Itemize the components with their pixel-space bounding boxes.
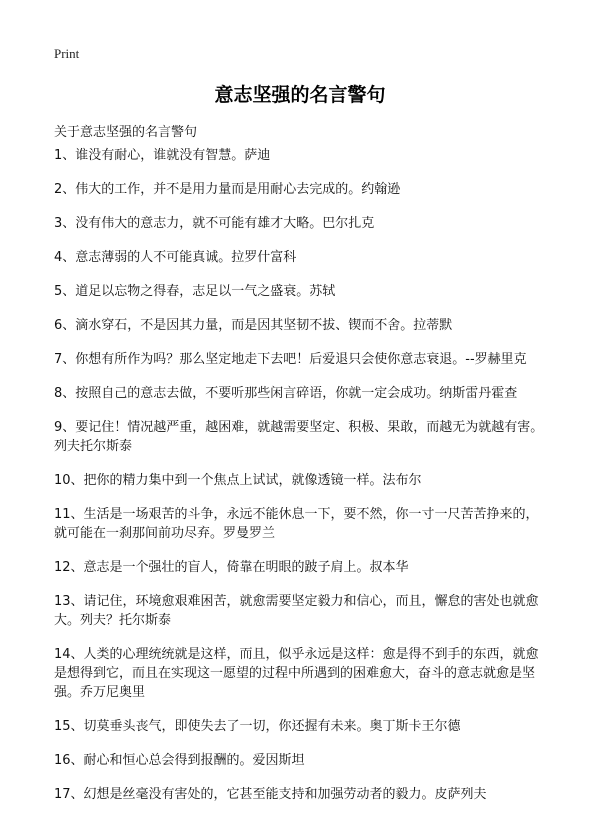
quote-item: 14、人类的心理统统就是这样，而且，似乎永远是这样：愈是得不到手的东西，就愈是想得到它，而且在实现这一愿望的过程中所遇到的困难愈大，奋斗的意志就愈是坚强。乔万尼奥里: [54, 647, 539, 700]
quote-item: 5、道足以忘物之得春，志足以一气之盛衰。苏轼: [54, 284, 336, 299]
quote-list: [54, 146, 548, 819]
quote-item: 17、幻想是丝毫没有害处的，它甚至能支持和加强劳动者的毅力。皮萨列夫: [54, 787, 487, 802]
print-link[interactable]: Print: [54, 46, 80, 61]
quote-item: 15、切莫垂头丧气，即使失去了一切，你还握有未来。奥丁斯卡王尔德: [54, 719, 461, 734]
quote-item: 2、伟大的工作，并不是用力量而是用耐心去完成的。约翰逊: [54, 182, 401, 197]
quote-item: 6、滴水穿石，不是因其力量，而是因其坚韧不拔、锲而不舍。拉蒂默: [54, 318, 453, 333]
quote-item: 16、耐心和恒心总会得到报酬的。爱因斯坦: [54, 753, 305, 768]
quote-item: 9、要记住！情况越严重，越困难，就越需要坚定、积极、果敢，而越无为就越有害。列夫托尔斯泰: [54, 420, 544, 454]
quote-item: 12、意志是一个强壮的盲人，倚靠在明眼的跛子肩上。叔本华: [54, 560, 409, 575]
page-title: 意志坚强的名言警句: [214, 84, 386, 106]
quote-item: 13、请记住，环境愈艰难困苦，就愈需要坚定毅力和信心，而且，懈怠的害处也就愈大。列夫？托尔斯泰: [54, 594, 539, 628]
quote-item: 3、没有伟大的意志力，就不可能有雄才大略。巴尔扎克: [54, 216, 375, 231]
page-subtitle: 关于意志坚强的名言警句: [54, 125, 198, 140]
quote-item: 4、意志薄弱的人不可能真诚。拉罗什富科: [54, 250, 297, 265]
quote-item: 11、生活是一场艰苦的斗争，永远不能休息一下，要不然，你一寸一尺苦苦挣来的，就可能在一刹那间前功尽弃。罗曼罗兰: [54, 507, 539, 541]
quote-item: 7、你想有所作为吗？那么坚定地走下去吧！后爱退只会使你意志衰退。--罗赫里克: [54, 352, 527, 367]
quote-item: 10、把你的精力集中到一个焦点上试试，就像透镜一样。法布尔: [54, 473, 422, 488]
quote-item: 1、谁没有耐心，谁就没有智慧。萨迪: [54, 148, 271, 163]
quote-item: 8、按照自己的意志去做，不要听那些闲言碎语，你就一定会成功。纳斯雷丹霍查: [54, 386, 518, 401]
